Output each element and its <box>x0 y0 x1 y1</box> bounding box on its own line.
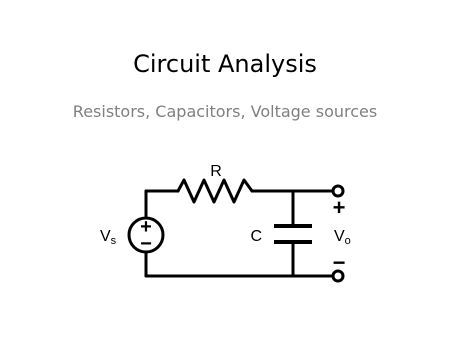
source-label: Vs <box>100 228 117 247</box>
slide-title: Circuit Analysis <box>133 50 317 78</box>
capacitor-symbol <box>274 226 312 242</box>
output-voltage-label: Vo <box>334 228 351 247</box>
output-plus-sign: + <box>332 195 346 220</box>
resistor-label: R <box>210 163 222 180</box>
resistor-symbol <box>178 180 252 202</box>
source-minus-sign: − <box>140 233 152 255</box>
capacitor-label: C <box>250 228 262 245</box>
output-minus-sign: − <box>332 250 346 275</box>
slide-subtitle: Resistors, Capacitors, Voltage sources <box>72 102 378 121</box>
source-plus-sign: + <box>140 216 152 238</box>
